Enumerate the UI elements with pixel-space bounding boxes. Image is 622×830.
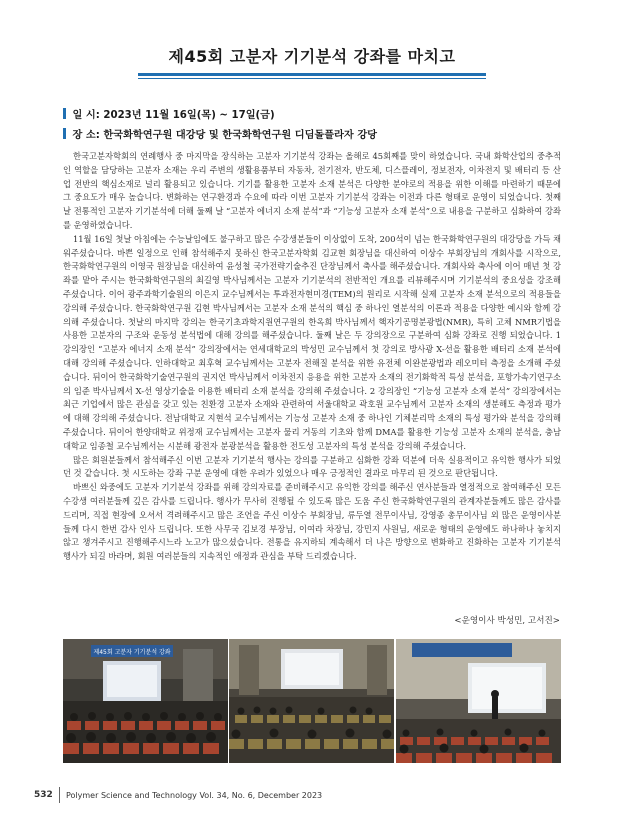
place-label: 장 소: bbox=[72, 130, 100, 141]
event-photo-lecture-hall bbox=[63, 639, 228, 763]
paragraph-thanks: 바쁘신 와중에도 고분자 기기분석 강좌를 위해 강의자료를 준비해주시고 유익한 강의를 해주신 연사분들과 열정적으로 참여해주신 모든 수강생 여러분들께 깊은 감사를 드립니다. 행사가 무사히 진행될 수 있도록 많은 도움 주신 한국화학연구원의 관계자분들께도 많은 감사를 드리며, 직접 현장에 오셔서 격려해주시고 많은 조언을 주신 이상수 부회장님, 류두열 전무이사님, 강영종 총무이사님 외 많은 운영이사분들께 다시 한번 감사 인사 드립니다. 또한 사무국 김보경 부장님, 이여라 차장님, 강민지 사원님, 새로운 형태의 운영에도 하나하나 놓치지 않고 챙겨주시고 진행해주시느라 노고가 많으셨습니다. 전통을 유지하되 계속해서 더 나은 방향으로 변화하고 진화하는 고분자 기기분석 행사가 되길 바라며, 회원 여러분들의 지속적인 애정과 관심을 부탁 드리겠습니다. bbox=[63, 482, 561, 562]
paragraph-program: 11월 16일 첫날 아침에는 수능날임에도 불구하고 많은 수강생분들이 이상없이 도착, 200석이 넘는 한국화학연구원의 대강당을 가득 채워주셨습니다. 바쁜 일정으로 인해 참석해주지 못하신 한국고분자학회 김교현 회장님을 대신하여 이상수 부회장님의 개회사를 시작으로, 한국화학연구원의 이영국 원장님을 대신하여 윤성철 국가전략기술추진 단장님께서 축사를 해주셨습니다. 개회사와 축사에 이어 매년 첫 강좌를 맡아 주시는 한국화학연구원의 최길영 박사님께서는 고분자 기기분석의 전반적인 개요를 리뷰해주시며 기기분석의 중요성을 강조해 주셨습니다. 이어 광주과학기술원의 이은지 교수님께서는 투과전자현미경(TEM)의 원리로 시작해 실제 고분자 소재 분석으로의 적용들을 강의해 주셨습니다. 한국화학연구원 김현 박사님께서는 고분자 소재 분석의 핵심 중 하나인 열분석의 이론과 적용을 다양한 예시와 함께 강의해 주셨습니다. 첫날의 마지막 강의는 한국기초과학지원연구원의 한옥희 박사님께서 핵자기공명분광법(NMR), 특히 고체 NMR기법을 사용한 고분자의 구조와 운동성 분석법에 대해 강의를 해주셨습니다. 둘째 날은 두 강의장으로 구분하여 심화 강좌로 진행 되었습니다. 1 강의장인 “고분자 에너지 소재 분석” 강의장에서는 연세대학교의 박성민 교수님께서 첫 강의로 방사광 X-선을 활용한 배터리 소재 분석에 대해 강의해 주셨습니다. 인하대학교 최후혁 교수님께서는 고분자 전해질 분석을 위한 유전체 이완분광법과 레오미터 측정을 소개해 주셨습니다. 뒤이어 한국화학기술연구원의 권지언 박사님께서 이차전지 응용을 위한 고분자 소재의 전기화학적 특성 분석을, 포항가속기연구소의 임준 박사님께서 X-선 영상기술을 이용한 배터리 소재 분석을 강의해 주셨습니다. 2 강의장인 “기능성 고분자 소재 분석” 강의장에서는 최근 기업에서 많은 관심을 갖고 있는 친환경 고분자 소재와 관련하여 서울대학교 곽호원 교수님께서 고분자 소재의 생분해도 측정과 평가에 대해 강의해 주셨습니다. 전남대학교 지현석 교수님께서는 기능성 고분자 소재 중 하나인 기체분리막 소재의 특성 평가와 분석을 강의해 주셨습니다. 뒤이어 한양대학교 위정재 교수님께서는 고분자 물리 거동의 기초와 함께 DMA를 활용한 기능성 고분자 소재의 분석을, 충남대학교 임종철 교수님께서는 시분해 광전자 분광분석을 활용한 전도성 고분자의 특성 분석을 강의해 주셨습니다. bbox=[63, 233, 561, 451]
page-number: 532 bbox=[34, 790, 53, 800]
event-photo-speaker bbox=[396, 639, 561, 763]
footer-divider bbox=[59, 787, 60, 803]
article-title-block bbox=[138, 44, 486, 79]
place-value: 한국화학연구원 대강당 및 한국화학연구원 디딤돌플라자 강당 bbox=[103, 130, 378, 141]
signature: <운영이사 박성민, 고서진> bbox=[454, 616, 560, 626]
date-label: 일 시: bbox=[72, 110, 100, 121]
paragraph-intro: 한국고분자학회의 연례행사 중 마지막을 장식하는 고분자 기기분석 강좌는 올해로 45회째를 맞이 하였습니다. 국내 화학산업의 중추적인 역할을 담당하는 고분자 소재는 우리 주변의 생활용품부터 자동차, 전기전자, 반도체, 디스플레이, 정보전자, 이차전지 및 배터리 등 산업 전반의 핵심소재로 널리 활용되고 있습니다. 기기를 활용한 고분자 소재 분석은 다양한 분야로의 적용을 위한 이해를 마련하기 때문에 그 중요도가 매우 높습니다. 변화하는 연구환경과 수요에 따라 이번 고분자 기기분석 강좌는 이전과 다른 형태로 운영이 되었습니다. 첫째날 전통적인 고분자 기기분석에 더해 둘째 날 “고분자 에너지 소재 분석”과 “기능성 고분자 소재 분석”으로 내용을 구분하고 심화하여 강좌를 운영하였습니다. bbox=[63, 151, 561, 230]
article-title: 제45회 고분자 기기분석 강좌를 마치고 bbox=[168, 47, 456, 66]
article-body bbox=[63, 150, 561, 564]
date-marker bbox=[63, 108, 66, 119]
title-rule-thick bbox=[138, 73, 486, 76]
journal-citation: Polymer Science and Technology Vol. 34, No. 6, December 2023 bbox=[66, 791, 323, 800]
event-place-line bbox=[63, 126, 377, 141]
page-footer bbox=[0, 787, 622, 807]
place-marker bbox=[63, 128, 66, 139]
event-date-line bbox=[63, 106, 275, 121]
date-value: 2023년 11월 16일(목) ~ 17일(금) bbox=[103, 110, 275, 121]
event-photo-second-hall bbox=[229, 639, 394, 763]
paragraph-review: 많은 회원분들께서 참석해주신 이번 고분자 기기분석 행사는 강의를 구분하고 심화한 강좌 덕분에 더욱 실용적이고 유익한 행사가 되었던 것 같습니다. 첫 시도하는 강좌 구분 운영에 대한 우려가 있었으나 매우 긍정적인 결과로 마무리 된 것으로 판단됩니다. bbox=[63, 454, 561, 479]
photo-banner-text: 제45회 고분자 기기분석 강좌 bbox=[93, 649, 171, 656]
title-rule-thin bbox=[138, 78, 486, 79]
